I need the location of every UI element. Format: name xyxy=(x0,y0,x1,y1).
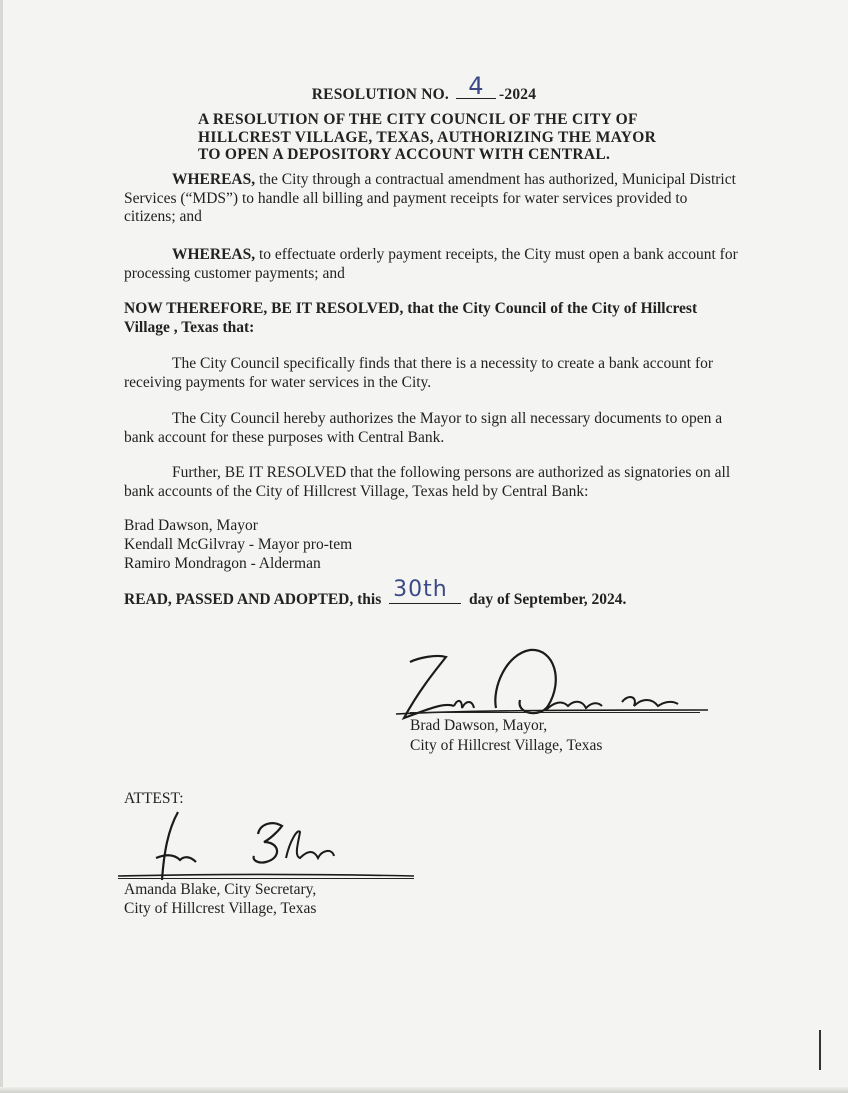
scan-mark xyxy=(819,1030,821,1070)
secretary-city: City of Hillcrest Village, Texas xyxy=(124,900,317,917)
resolved-paragraph: NOW THEREFORE, BE IT RESOLVED, that the City Council of the City of Hillcrest Village , Texas that: xyxy=(124,300,698,336)
adoption-tail: day of September, 2024. xyxy=(468,591,627,608)
whereas-lead: WHEREAS, xyxy=(172,246,256,263)
whereas-paragraph-2 xyxy=(124,246,739,283)
mayor-signature-line xyxy=(410,712,700,713)
adoption-day: 30th xyxy=(393,577,448,602)
list-item: Ramiro Mondragon - Alderman xyxy=(124,555,321,572)
attest-signature xyxy=(118,800,418,890)
signatory-list xyxy=(124,516,739,573)
adoption-day-blank xyxy=(389,577,461,604)
mayor-city: City of Hillcrest Village, Texas xyxy=(410,737,603,754)
attest-signature-line xyxy=(118,878,414,879)
whereas-text: to effectuate orderly payment receipts, the City must open a bank account for processing customer payments; and xyxy=(124,246,738,282)
resolution-prefix: RESOLUTION NO. xyxy=(311,86,449,103)
authorization-paragraph: The City Council hereby authorizes the Mayor to sign all necessary documents to open a bank account for these purposes with Central Bank. xyxy=(124,410,723,446)
list-item: Brad Dawson, Mayor xyxy=(124,517,258,534)
whereas-text: the City through a contractual amendment has authorized, Municipal District Services (“MDS”) to handle all billing and payment receipts for water services provided to citizens; and xyxy=(124,171,736,225)
whereas-lead: WHEREAS, xyxy=(172,171,256,188)
whereas-paragraph-1 xyxy=(124,171,739,227)
adoption-lead: READ, PASSED AND ADOPTED, this xyxy=(124,591,382,608)
scan-bottom-shadow xyxy=(0,1087,848,1093)
resolution-subtitle: A RESOLUTION OF THE CITY COUNCIL OF THE CITY OF HILLCREST VILLAGE, TEXAS, AUTHORIZING THE MAYOR TO OPEN A DEPOSITORY ACCOUNT WITH CENTRAL. xyxy=(198,111,657,163)
adoption-line xyxy=(124,577,627,609)
resolution-title xyxy=(0,72,848,104)
further-paragraph: Further, BE IT RESOLVED that the following persons are authorized as signatories on all bank accounts of the City of Hillcrest Village, Texas held by Central Bank: xyxy=(124,464,731,500)
scan-edge-shadow xyxy=(0,0,3,1093)
mayor-name: Brad Dawson, Mayor, xyxy=(410,717,548,734)
resolution-number-blank xyxy=(456,72,496,100)
resolution-year: -2024 xyxy=(499,86,537,103)
list-item: Kendall McGilvray - Mayor pro-tem xyxy=(124,536,353,553)
finding-paragraph: The City Council specifically finds that there is a necessity to create a bank account for receiving payments for water services in the City. xyxy=(124,355,714,391)
secretary-name: Amanda Blake, City Secretary, xyxy=(124,881,317,898)
resolution-number: 4 xyxy=(468,72,484,100)
attest-label: ATTEST: xyxy=(124,790,184,807)
